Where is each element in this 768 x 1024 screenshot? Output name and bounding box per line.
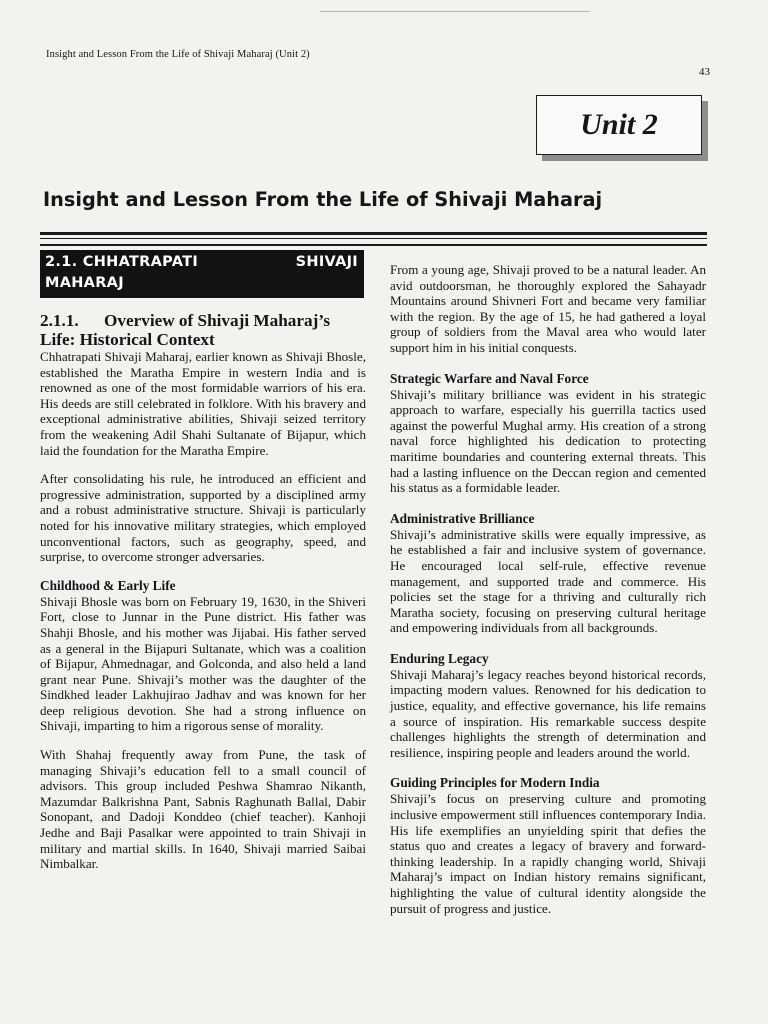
side-heading: Guiding Principles for Modern India [390, 775, 600, 791]
side-heading: Childhood & Early Life [40, 577, 176, 593]
body-paragraph: Chhatrapati Shivaji Maharaj, earlier known as Shivaji Bhosle, established the Maratha Empire in western India and is renowned as one of the most formidable warriors of his era. His deeds are still celebrated in folklore. With his bravery and exceptional administrative abilities, Shivaji seized territory from the weakening Adil Shahi Sultanate of Bijapur, which laid the foundation for the Maratha Empire. [40, 349, 366, 458]
title-rule [40, 232, 707, 235]
subsection-title-line1: Overview of Shivaji Maharaj’s [104, 311, 331, 330]
side-heading: Strategic Warfare and Naval Force [390, 370, 589, 386]
body-paragraph: Shivaji’s military brilliance was evident in his strategic approach to warfare, especially his guerrilla tactics used against the powerful Mughal army. His creation of a strong naval force highlighted his dedication to protecting maritime boundaries and countering external threats. This had a lasting influence on the Deccan region and cemented his status as a formidable leader. [390, 386, 706, 496]
body-paragraph: Shivaji Maharaj’s legacy reaches beyond historical records, impacting modern values. Renowned for his dedication to justice, equality, and effective governance, his life remains a source of inspiration. His remarkable success despite challenges highlights the strength of determination and resilience, inspiring people and leaders around the world. [390, 666, 706, 760]
body-paragraph: With Shahaj frequently away from Pune, the task of managing Shivaji’s education fell to a small council of advisors. This group included Peshwa Shamrao Nikanth, Mazumdar Balkrishna Pant, Sabnis Raghunath Ballal, Dabir Sonopant, and Dadoji Konddeo (chief teacher). Kanhoji Jedhe and Baji Pasalkar were appointed to train Shivaji in military and martial skills. In 1640, Shivaji married Saibai Nimbalkar. [40, 747, 366, 872]
left-column [40, 250, 366, 872]
chapter-title: Insight and Lesson From the Life of Shivaji Maharaj [43, 188, 603, 211]
body-paragraph: After consolidating his rule, he introduced an efficient and progressive administration, supported by a disciplined army and a robust administrative structure. Shivaji is particularly noted for his innovative military strategies, which employed unconventional factors, such as geography, speed, and surprise, to overcome stronger adversaries. [40, 471, 366, 565]
section-title-word: SHIVAJI [295, 254, 358, 270]
section-title-word: CHHATRAPATI [82, 254, 199, 270]
section-title-line2: MAHARAJ [45, 275, 124, 291]
body-paragraph: Shivaji’s focus on preserving culture and promoting inclusive empowerment still influences contemporary India. His life exemplifies an unyielding spirit that defies the status quo and creates a legacy of bravery and forward-thinking leadership. In a rapidly changing world, Shivaji Maharaj’s impact on Indian history remains significant, highlighting the value of cultural identity alongside the pursuit of progress and justice. [390, 791, 706, 916]
unit-label: Unit 2 [580, 108, 658, 141]
body-paragraph: From a young age, Shivaji proved to be a natural leader. An avid outdoorsman, he thoroughly explored the Sahayadr Mountains around Shivneri Fort and became very familiar with the region. By the age of 15, he had gathered a loyal group of soldiers from the Maval area who would later support him in his initial conquests. [390, 262, 706, 355]
subsection-heading [40, 311, 366, 349]
subsection-number: 2.1.1. [40, 311, 79, 330]
title-rule [40, 244, 707, 246]
side-heading: Administrative Brilliance [390, 510, 535, 526]
body-paragraph: Shivaji’s administrative skills were equally impressive, as he established a fair and inclusive system of governance. He encouraged local self-rule, effective revenue management, and supported trade and commerce. His policies set the stage for a thriving and culturally rich Maratha society, focusing on preserving cultural heritage and empowering individuals from all backgrounds. [390, 526, 706, 636]
unit-label-box [536, 95, 702, 155]
section-number: 2.1. [45, 254, 78, 270]
page-number: 43 [699, 66, 710, 78]
subsection-title-line2: Life: Historical Context [40, 330, 215, 349]
title-rule [40, 238, 707, 239]
top-edge-line [320, 11, 590, 12]
side-heading: Enduring Legacy [390, 650, 489, 666]
body-paragraph: Shivaji Bhosle was born on February 19, 1630, in the Shiveri Fort, close to Junnar in the Pune district. His father was Shahji Bhosle, and his mother was Jijabai. His father served as a general in the Bijapuri Sultanate, which was a coalition of Bijapur, Ahmednagar, and Golconda, and also held a land grant near Pune. Shivaji’s mother was the daughter of the Sindkhed leader Lakhujirao Jadhav and was known for her deep religious devotion. She had a strong influence on Shivaji, imparting to him a rigorous sense of morality. [40, 593, 366, 734]
section-heading-bar [40, 250, 364, 298]
right-column [390, 262, 706, 916]
running-head: Insight and Lesson From the Life of Shivaji Maharaj (Unit 2) [46, 49, 310, 60]
